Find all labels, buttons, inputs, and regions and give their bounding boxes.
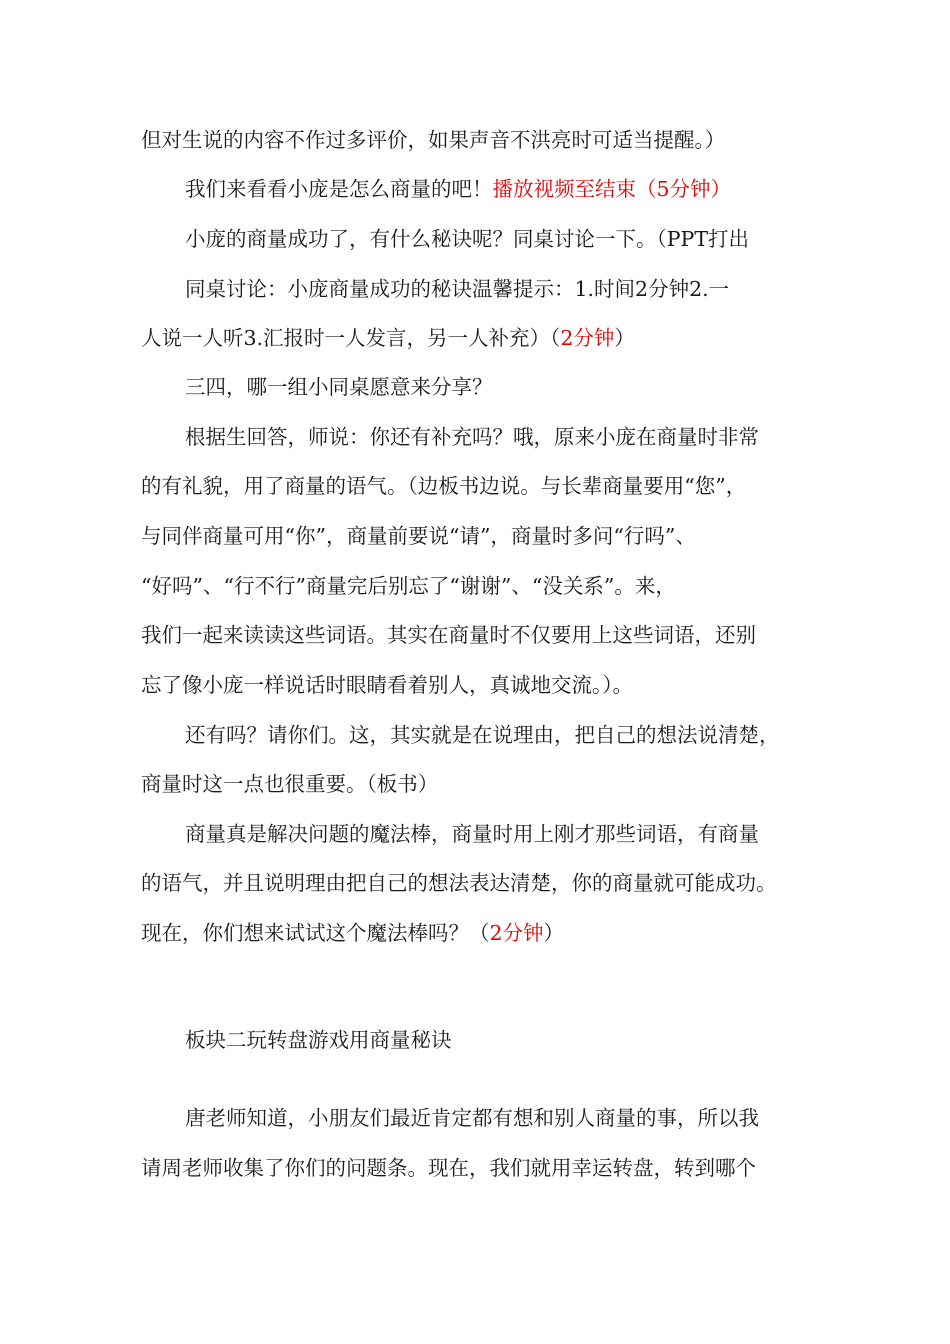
red-annotation: 播放视频至结束（5分钟） (492, 177, 732, 201)
section-heading: 板块二玩转盘游戏用商量秘诀 (185, 1028, 452, 1052)
red-annotation: 2分钟 (489, 921, 544, 945)
text-line: 现在，你们想来试试这个魔法棒吗？（2分钟） (141, 921, 565, 945)
text-line: 三四，哪一组小同桌愿意来分享？ (185, 375, 493, 399)
text-line: 的语气，并且说明理由把自己的想法表达清楚，你的商量就可能成功。 (141, 871, 777, 895)
text-line: 还有吗？请你们。这，其实就是在说理由，把自己的想法说清楚， (185, 723, 780, 747)
text-line: 忘了像小庞一样说话时眼睛看着别人，真诚地交流。）。 (141, 673, 633, 697)
text-line: 商量真是解决问题的魔法棒，商量时用上刚才那些词语，有商量 (185, 822, 759, 846)
text-line: 商量时这一点也很重要。（板书） (141, 772, 439, 796)
text-line: 唐老师知道，小朋友们最近肯定都有想和别人商量的事，所以我 (185, 1106, 759, 1130)
text-line: “好吗”、“行不行”商量完后别忘了“谢谢”、“没关系”。来， (141, 574, 676, 598)
text-line: 但对生说的内容不作过多评价，如果声音不洪亮时可适当提醒。） (141, 128, 726, 152)
text-line: 同桌讨论：小庞商量成功的秘诀温馨提示：1.时间2分钟2.一 (185, 277, 730, 301)
text-line: 与同伴商量可用“你”，商量前要说“请”，商量时多问“行吗”、 (141, 524, 696, 548)
text-line: 我们来看看小庞是怎么商量的吧！播放视频至结束（5分钟） (185, 177, 732, 201)
text-line: 的有礼貌，用了商量的语气。（边板书边说。与长辈商量要用“您”， (141, 474, 747, 498)
red-annotation: 2分钟 (560, 326, 615, 350)
text-line: 根据生回答，师说：你还有补充吗？哦，原来小庞在商量时非常 (185, 425, 759, 449)
text-line: 小庞的商量成功了，有什么秘诀呢？同桌讨论一下。（PPT打出 (185, 227, 750, 251)
text-line: 人说一人听3.汇报时一人发言，另一人补充）（2分钟） (141, 326, 635, 350)
text-line: 我们一起来读读这些词语。其实在商量时不仅要用上这些词语，还别 (141, 623, 756, 647)
text-line: 请周老师收集了你们的问题条。现在，我们就用幸运转盘，转到哪个 (141, 1156, 756, 1180)
